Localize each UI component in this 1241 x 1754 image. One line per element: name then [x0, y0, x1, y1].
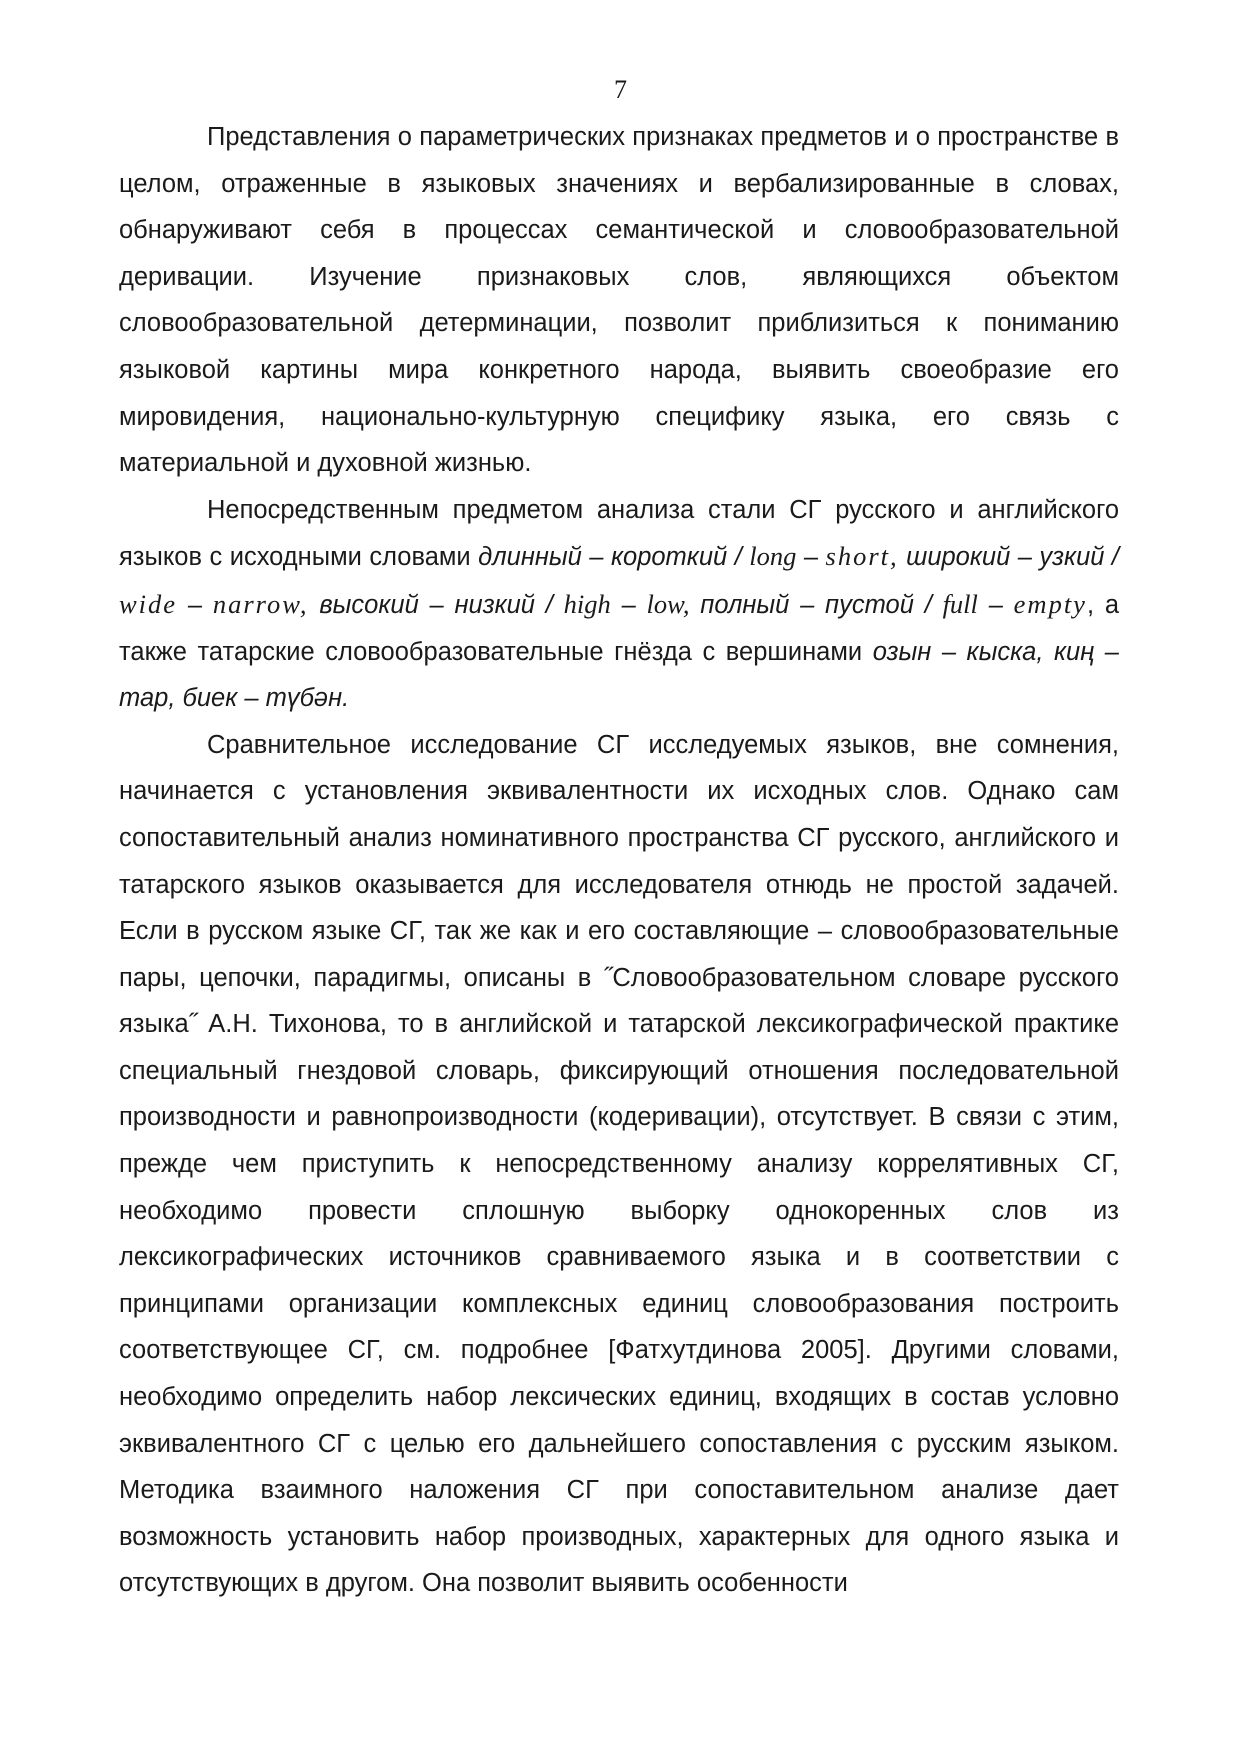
- body-text: [119, 114, 1119, 1607]
- term-dash: –: [977, 590, 1014, 619]
- term-ru-polny-pustoy: полный – пустой /: [689, 590, 943, 619]
- paragraph-3: Сравнительное исследование СГ исследуемых языков, вне сомнения, начинается с установления эквивалентности их исходных слов. Однако сам сопоставительный анализ номинативного пространства СГ русского, английского и татарского языков оказывается для исследователя отнюдь не простой задачей. Если в русском языке СГ, так же как и его составляющие – словообразовательные пары, цепочки, парадигмы, описаны в ˝Словообразовательном словаре русского языка˝ А.Н. Тихонова, то в английской и татарской лексикографической практике специальный гнездовой словарь, фиксирующий отношения последовательной производности и равнопроизводности (кодеривации), отсутствует. В связи с этим, прежде чем приступить к непосредственному анализу коррелятивных СГ, необходимо провести сплошную выборку однокоренных слов из лексикографических источников сравниваемого языка и в соответствии с принципами организации комплексных единиц словообразования построить соответствующее СГ, см. подробнее [Фатхутдинова 2005]. Другими словами, необходимо определить набор лексических единиц, входящих в состав условно эквивалентного СГ с целью его дальнейшего сопоставления с русским языком. Методика взаимного наложения СГ при сопоставительном анализе дает возможность установить набор производных, характерных для одного языка и отсутствующих в другом. Она позволит выявить особенности: [119, 730, 1119, 1598]
- term-ru-shiroky-uzky: широкий – узкий /: [898, 543, 1119, 572]
- term-en-low: low,: [646, 588, 690, 619]
- paragraph-1: Представления о параметрических признаках предметов и о пространстве в целом, отраженные в языковых значениях и вербализированные в словах, обнаруживают себя в процессах семантической и словообразовательной деривации. Изучение признаковых слов, являющихся объектом словообразовательной детерминации, позволит приблизиться к пониманию языковой картины мира конкретного народа, выявить своеобразие его мировидения, национально-культурную специфику языка, его связь с материальной и духовной жизнью.: [119, 123, 1119, 478]
- term-en-short: short,: [825, 541, 899, 572]
- term-ru-vysoky-nizky: высокий – низкий /: [308, 590, 564, 619]
- paragraph-2-intro: Непосредственным предметом анализа стали СГ русского и английского языков с исходными словами: [119, 495, 1119, 572]
- term-en-wide: wide: [119, 588, 178, 619]
- term-tatar-nests: озын – кыска, киң – тар, биек – түбән.: [119, 637, 1119, 713]
- term-en-empty: empty: [1013, 588, 1087, 619]
- term-en-high: high: [563, 588, 611, 619]
- term-en-long: long: [749, 541, 797, 572]
- term-dash: –: [177, 590, 213, 619]
- term-ru-dlinny-korotky: длинный – короткий /: [478, 543, 750, 572]
- term-en-full: full: [942, 588, 978, 619]
- term-en-narrow: narrow,: [212, 588, 309, 619]
- term-dash: –: [610, 590, 647, 619]
- paragraph-2: [119, 487, 1119, 722]
- term-dash: –: [796, 543, 826, 572]
- page-number: 7: [614, 75, 627, 104]
- paragraph-2-middle: , а также татарские словообразовательные гнёзда с вершинами: [119, 590, 1120, 666]
